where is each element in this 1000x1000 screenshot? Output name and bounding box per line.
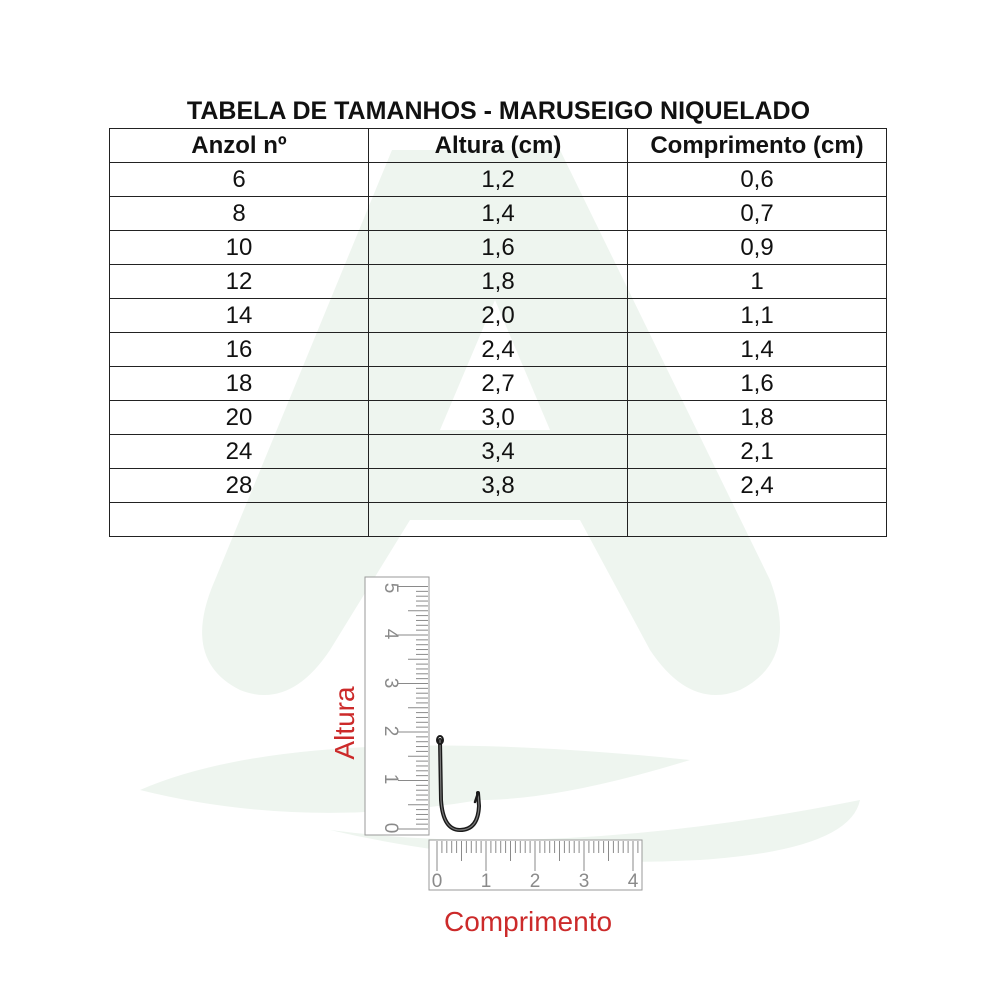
vertical-ruler-label-2: 2 xyxy=(379,725,401,737)
cell-anzol: 20 xyxy=(110,401,369,435)
cell-altura: 3,0 xyxy=(369,401,628,435)
vertical-ruler-label-1: 1 xyxy=(379,773,401,785)
cell-altura: 1,6 xyxy=(369,231,628,265)
horizontal-ruler-label-0: 0 xyxy=(431,871,443,892)
header-anzol: Anzol nº xyxy=(110,129,369,163)
cell-anzol: 6 xyxy=(110,163,369,197)
cell-comprimento: 0,6 xyxy=(628,163,887,197)
vertical-ruler-label-4: 4 xyxy=(379,628,401,640)
table-title: TABELA DE TAMANHOS - MARUSEIGO NIQUELADO xyxy=(186,97,811,125)
cell-comprimento: 1 xyxy=(628,265,887,299)
cell-altura: 3,8 xyxy=(369,469,628,503)
cell-comprimento: 1,4 xyxy=(628,333,887,367)
vertical-ruler-label-3: 3 xyxy=(379,677,401,689)
cell-comprimento: 2,1 xyxy=(628,435,887,469)
cell-anzol: 16 xyxy=(110,333,369,367)
cell-anzol: 8 xyxy=(110,197,369,231)
fish-hook xyxy=(437,736,479,830)
cell-anzol: 12 xyxy=(110,265,369,299)
horizontal-ruler-label-1: 1 xyxy=(480,871,492,892)
horizontal-ruler-label-2: 2 xyxy=(529,871,541,892)
header-altura: Altura (cm) xyxy=(369,129,628,163)
cell-comprimento: 2,4 xyxy=(628,469,887,503)
cell-comprimento: 0,9 xyxy=(628,231,887,265)
cell-altura: 1,2 xyxy=(369,163,628,197)
cell-altura: 1,8 xyxy=(369,265,628,299)
cell-comprimento: 1,8 xyxy=(628,401,887,435)
cell-altura: 3,4 xyxy=(369,435,628,469)
cell-altura: 1,4 xyxy=(369,197,628,231)
cell-anzol: 18 xyxy=(110,367,369,401)
cell-comprimento: 0,7 xyxy=(628,197,887,231)
vertical-ruler-label-0: 0 xyxy=(379,822,401,834)
cell-comprimento: 1,6 xyxy=(628,367,887,401)
horizontal-ruler-label-4: 4 xyxy=(627,871,639,892)
cell-anzol: 24 xyxy=(110,435,369,469)
comprimento-label: Comprimento xyxy=(444,906,613,937)
cell-altura: 2,4 xyxy=(369,333,628,367)
cell-comprimento: 1,1 xyxy=(628,299,887,333)
horizontal-ruler-label-3: 3 xyxy=(578,871,590,892)
cell-altura: 2,7 xyxy=(369,367,628,401)
cell-anzol: 14 xyxy=(110,299,369,333)
cell-altura: 2,0 xyxy=(369,299,628,333)
cell-anzol: 10 xyxy=(110,231,369,265)
altura-label: Altura xyxy=(329,686,360,760)
vertical-ruler-label-5: 5 xyxy=(379,582,401,594)
header-comprimento: Comprimento (cm) xyxy=(628,129,887,163)
cell-anzol: 28 xyxy=(110,469,369,503)
